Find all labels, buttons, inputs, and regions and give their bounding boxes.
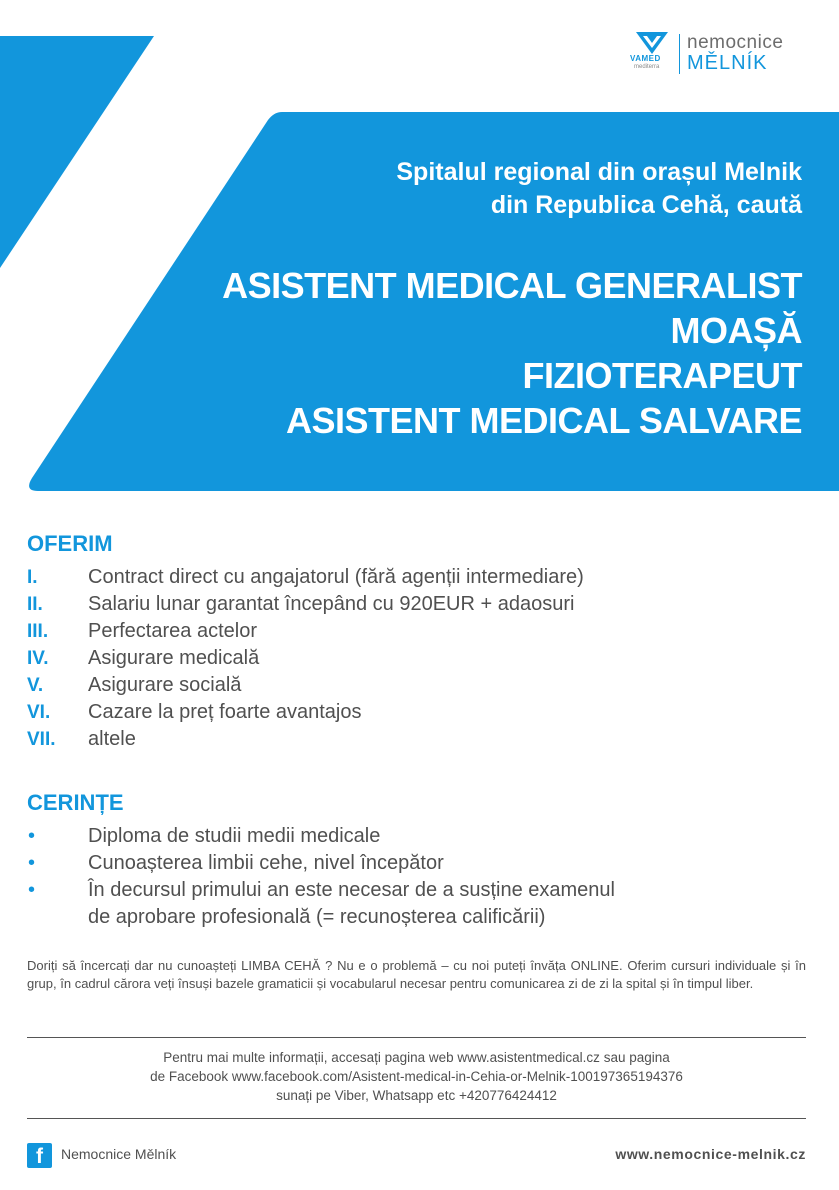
mediterra-text: mediterra	[634, 64, 660, 70]
hero-subtitle-line: Spitalul regional din orașul Melnik	[396, 158, 802, 186]
logo-divider	[679, 34, 680, 74]
offer-text: Asigurare medicală	[88, 647, 260, 669]
offer-text: Perfectarea actelor	[88, 620, 257, 642]
offer-text: altele	[88, 728, 136, 750]
offer-number: VII.	[27, 729, 56, 750]
offer-text: Asigurare socială	[88, 674, 242, 696]
offer-text: Cazare la preț foarte avantajos	[88, 701, 362, 723]
requirements-title: CERINȚE	[27, 790, 124, 815]
language-course-note: Doriți să încercați dar nu cunoașteți LIMBA CEHĂ ? Nu e o problemă – cu noi puteți învăța ONLINE. Oferim cursuri individuale și în grup, în cadrul cărora veți însuși bazele gramaticii și vocabularul necesar pentru comunicarea zi de zi la spital și în timpul liber.	[27, 958, 806, 991]
divider-bottom	[27, 1118, 806, 1119]
offer-number: II.	[27, 594, 43, 615]
offer-text: Salariu lunar garantat începând cu 920EUR + adaosuri	[88, 593, 575, 615]
vamed-nemocnice-melnik-logo	[630, 30, 810, 80]
requirement-text: În decursul primului an este necesar de a susține examenul	[88, 879, 615, 901]
contact-line: de Facebook www.facebook.com/Asistent-medical-in-Cehia-or-Melnik-100197365194376	[150, 1069, 683, 1084]
offer-title: OFERIM	[27, 531, 113, 556]
vamed-text: VAMED	[630, 54, 661, 63]
hero-subtitle-line: din Republica Cehă, caută	[490, 191, 802, 219]
requirement-text: Diploma de studii medii medicale	[88, 825, 381, 847]
requirement-text: Cunoașterea limbii cehe, nivel începător	[88, 852, 444, 874]
bullet: •	[28, 879, 36, 901]
website-link[interactable]: www.nemocnice-melnik.cz	[615, 1146, 806, 1162]
requirement-text: de aprobare profesională (= recunoșterea calificării)	[88, 906, 546, 928]
offer-text: Contract direct cu angajatorul (fără agenții intermediare)	[88, 566, 584, 588]
position-title: ASISTENT MEDICAL SALVARE	[285, 400, 802, 441]
contact-line: Pentru mai multe informații, accesați pagina web www.asistentmedical.cz sau pagina	[163, 1050, 670, 1065]
offer-number: IV.	[27, 648, 49, 669]
facebook-icon: f	[27, 1143, 52, 1168]
position-title: FIZIOTERAPEUT	[522, 355, 802, 396]
offer-number: VI.	[27, 702, 51, 723]
brand-nemocnice: nemocnice	[687, 32, 784, 53]
position-title: MOAȘĂ	[670, 310, 802, 351]
bullet: •	[28, 852, 36, 874]
divider-top	[27, 1037, 806, 1038]
offer-number: V.	[27, 675, 44, 696]
hero-subtitle	[396, 156, 802, 222]
top-left-blue-triangle	[0, 36, 154, 268]
offer-number: III.	[27, 621, 49, 642]
hero-positions	[222, 263, 802, 443]
brand-melnik: MĚLNÍK	[687, 52, 768, 74]
offer-number: I.	[27, 567, 38, 588]
contact-line: sunați pe Viber, Whatsapp etc +420776424412	[276, 1088, 557, 1103]
vamed-v-icon	[636, 32, 668, 54]
bullet: •	[28, 825, 36, 847]
position-title: ASISTENT MEDICAL GENERALIST	[222, 265, 802, 306]
contact-info	[27, 1048, 806, 1105]
facebook-label: Nemocnice Mělník	[61, 1146, 177, 1162]
